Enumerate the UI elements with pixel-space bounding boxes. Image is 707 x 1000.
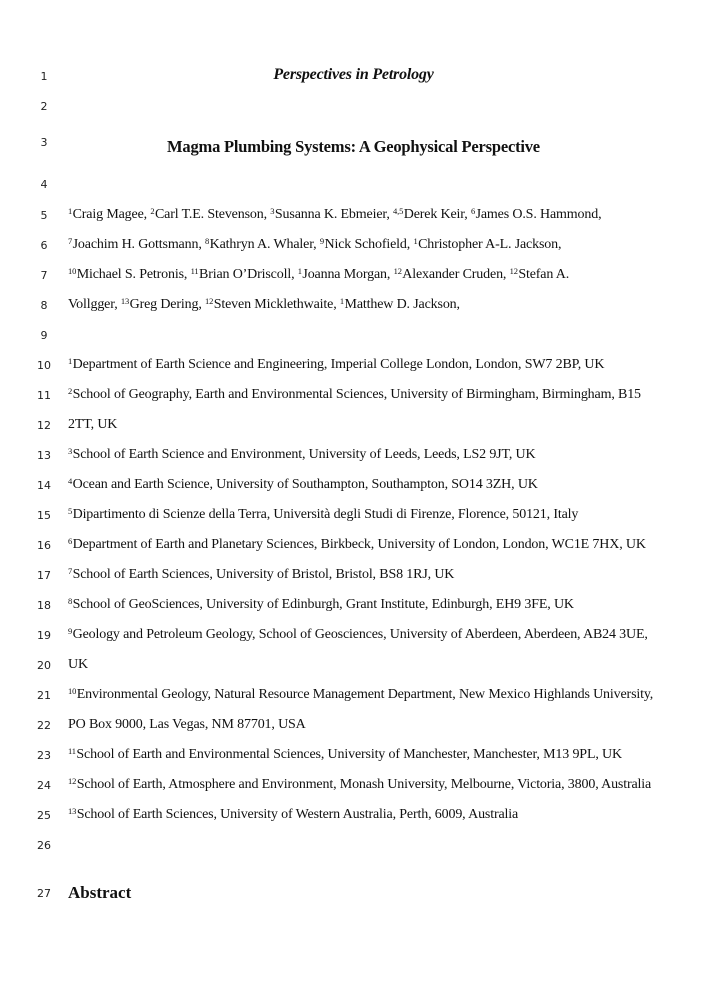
line-26 <box>0 832 707 862</box>
affiliation-text <box>68 687 653 703</box>
abstract-heading: Abstract <box>68 883 132 902</box>
affiliation-text <box>68 747 622 763</box>
affiliation-text <box>68 717 306 733</box>
affiliation-superscript: 13 <box>120 296 130 306</box>
author-name: Joachim H. Gottsmann, <box>72 237 206 252</box>
affiliation-superscript: 2 <box>150 206 155 216</box>
author-name: Joanna Morgan, <box>302 267 394 282</box>
line-number: 6 <box>40 239 48 252</box>
affiliation-line <box>0 562 707 592</box>
affiliation-line <box>0 772 707 802</box>
affiliation-superscript: 1 <box>68 206 73 216</box>
affiliation-text <box>68 357 604 373</box>
affiliation-superscript: 9 <box>319 236 324 246</box>
author-name: Matthew D. Jackson, <box>344 297 460 312</box>
line-5 <box>0 202 707 232</box>
line-number: 23 <box>37 749 51 762</box>
affiliation-superscript: 8 <box>68 596 73 606</box>
author-name: Carl T.E. Stevenson, <box>154 207 271 222</box>
affiliation-superscript: 12 <box>393 266 402 276</box>
affiliation-text <box>68 507 578 523</box>
line-number: 27 <box>37 887 51 900</box>
affiliation-superscript: 6 <box>470 206 476 216</box>
author-name: James O.S. Hammond, <box>475 207 602 222</box>
affiliation-line <box>0 382 707 412</box>
line-9 <box>0 322 707 352</box>
line-4 <box>0 171 707 201</box>
author-name: Michael S. Petronis, <box>76 267 191 282</box>
author-name: Derek Keir, <box>403 207 471 222</box>
affiliation-name: School of Geography, Earth and Environmental Sciences, University of Birmingham, Birmingham, B15 <box>72 387 641 402</box>
line-3 <box>0 134 707 164</box>
line-1 <box>0 63 707 93</box>
affiliation-text <box>68 447 535 463</box>
line-6 <box>0 232 707 262</box>
affiliation-name: School of Earth Sciences, University of Western Australia, Perth, 6009, Australia <box>76 807 519 822</box>
affiliation-name: School of GeoSciences, University of Edinburgh, Grant Institute, Edinburgh, EH9 3FE, UK <box>72 597 574 612</box>
affiliation-superscript: 12 <box>509 266 518 276</box>
affiliation-text <box>68 537 646 553</box>
line-number: 15 <box>37 509 51 522</box>
line-number: 22 <box>37 719 51 732</box>
affiliation-superscript: 4 <box>68 476 73 486</box>
affiliation-superscript: 5 <box>68 506 73 516</box>
journal-section-title: Perspectives in Petrology <box>273 66 434 83</box>
affiliation-superscript: 8 <box>205 236 210 246</box>
affiliation-superscript: 1 <box>413 236 418 246</box>
affiliation-line <box>0 712 707 742</box>
affiliation-superscript: 12 <box>68 776 77 786</box>
affiliation-text <box>68 777 651 793</box>
affiliation-line <box>0 802 707 832</box>
affiliation-superscript: 12 <box>205 296 214 306</box>
affiliation-superscript: 1 <box>339 296 345 306</box>
affiliation-line <box>0 472 707 502</box>
line-number: 7 <box>40 269 48 282</box>
affiliation-name: Environmental Geology, Natural Resource Management Department, New Mexico Highlands University, <box>76 687 654 702</box>
author-list <box>68 237 561 253</box>
line-number: 17 <box>37 569 51 582</box>
line-7 <box>0 262 707 292</box>
author-name: Brian O’Driscoll, <box>199 267 298 282</box>
affiliation-superscript: 10 <box>68 266 77 276</box>
affiliation-name: School of Earth Sciences, University of Bristol, Bristol, BS8 1RJ, UK <box>72 567 455 582</box>
affiliation-line <box>0 532 707 562</box>
author-name: Susanna K. Ebmeier, <box>274 207 394 222</box>
line-number: 21 <box>37 689 51 702</box>
author-name: Steven Micklethwaite, <box>213 297 340 312</box>
affiliation-text <box>68 567 454 583</box>
line-number: 4 <box>40 178 48 191</box>
affiliation-line <box>0 622 707 652</box>
affiliation-text <box>68 417 117 433</box>
affiliation-superscript: 3 <box>270 206 275 216</box>
affiliation-name: School of Earth and Environmental Sciences, University of Manchester, Manchester, M13 9PL, UK <box>76 747 622 762</box>
line-number: 26 <box>37 839 51 852</box>
affiliation-name: Ocean and Earth Science, University of Southampton, Southampton, SO14 3ZH, UK <box>72 477 538 492</box>
affiliation-superscript: 1 <box>68 356 73 366</box>
line-2 <box>0 93 707 123</box>
affiliation-name: Department of Earth and Planetary Sciences, Birkbeck, University of London, London, WC1E 7HX, UK <box>72 537 646 552</box>
paper-title: Magma Plumbing Systems: A Geophysical Perspective <box>167 137 540 156</box>
affiliation-superscript: 7 <box>68 566 73 576</box>
affiliation-superscript: 13 <box>68 806 77 816</box>
affiliation-superscript: 3 <box>68 446 73 456</box>
affiliation-line <box>0 652 707 682</box>
line-number: 9 <box>40 329 48 342</box>
line-number: 5 <box>40 209 48 222</box>
line-number: 24 <box>37 779 51 792</box>
affiliation-superscript: 7 <box>68 236 73 246</box>
affiliation-line <box>0 412 707 442</box>
affiliation-line <box>0 682 707 712</box>
author-name: Stefan A. <box>518 267 570 282</box>
affiliation-name: PO Box 9000, Las Vegas, NM 87701, USA <box>68 717 306 732</box>
affiliation-text <box>68 477 538 493</box>
author-name: Greg Dering, <box>129 297 206 312</box>
affiliation-superscript: 4,5 <box>393 206 404 216</box>
affiliation-name: 2TT, UK <box>68 417 118 432</box>
author-name: Vollgger, <box>68 297 121 312</box>
affiliation-superscript: 2 <box>68 386 73 396</box>
affiliation-name: School of Earth Science and Environment, University of Leeds, Leeds, LS2 9JT, UK <box>72 447 536 462</box>
author-name: Christopher A-L. Jackson, <box>418 237 562 252</box>
affiliation-line <box>0 352 707 382</box>
affiliation-text <box>68 807 518 823</box>
affiliation-text <box>68 597 574 613</box>
line-number: 25 <box>37 809 51 822</box>
line-number: 8 <box>40 299 48 312</box>
line-27 <box>0 882 707 912</box>
line-number: 12 <box>37 419 51 432</box>
affiliation-superscript: 1 <box>297 266 302 276</box>
author-list <box>68 297 460 313</box>
line-number: 18 <box>37 599 51 612</box>
affiliation-name: Dipartimento di Scienze della Terra, Università degli Studi di Firenze, Florence, 50121, Italy <box>72 507 579 522</box>
affiliation-superscript: 6 <box>68 536 73 546</box>
line-number: 10 <box>37 359 51 372</box>
line-number: 14 <box>37 479 51 492</box>
affiliation-line <box>0 442 707 472</box>
line-number: 3 <box>40 136 48 149</box>
line-8 <box>0 292 707 322</box>
author-name: Nick Schofield, <box>324 237 414 252</box>
affiliation-name: Geology and Petroleum Geology, School of Geosciences, University of Aberdeen, Aberdeen, AB24 3UE, <box>72 627 648 642</box>
line-number: 16 <box>37 539 51 552</box>
affiliation-text <box>68 657 88 673</box>
affiliation-line <box>0 502 707 532</box>
affiliation-superscript: 11 <box>68 746 76 756</box>
affiliation-name: School of Earth, Atmosphere and Environment, Monash University, Melbourne, Victoria, 3800, Australia <box>76 777 652 792</box>
author-name: Craig Magee, <box>72 207 151 222</box>
affiliation-text <box>68 387 641 403</box>
line-number: 20 <box>37 659 51 672</box>
line-number: 2 <box>40 100 48 113</box>
author-name: Kathryn A. Whaler, <box>209 237 320 252</box>
affiliation-superscript: 9 <box>68 626 73 636</box>
line-number: 1 <box>40 70 48 83</box>
affiliation-name: UK <box>68 657 88 672</box>
line-number: 13 <box>37 449 51 462</box>
author-list <box>68 267 569 283</box>
affiliation-line <box>0 742 707 772</box>
author-list <box>68 207 601 223</box>
affiliation-superscript: 10 <box>68 686 77 696</box>
affiliation-line <box>0 592 707 622</box>
affiliation-name: Department of Earth Science and Engineering, Imperial College London, London, SW7 2BP, UK <box>72 357 605 372</box>
affiliation-superscript: 11 <box>190 266 199 276</box>
author-name: Alexander Cruden, <box>402 267 510 282</box>
line-number: 11 <box>37 389 51 402</box>
affiliation-text <box>68 627 648 643</box>
line-number: 19 <box>37 629 51 642</box>
